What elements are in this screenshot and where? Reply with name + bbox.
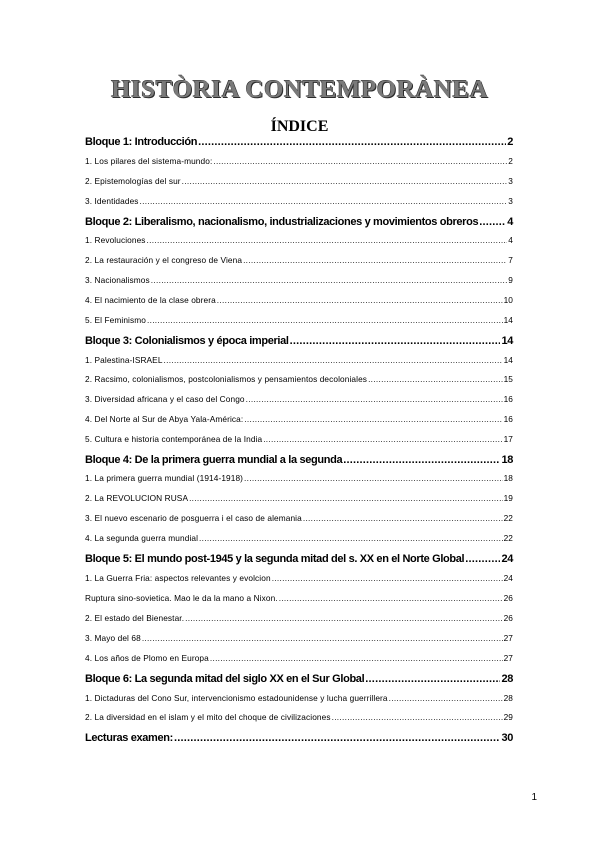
toc-entry-page: 18 — [501, 454, 513, 466]
toc-entry-page: 9 — [508, 275, 513, 285]
toc-entry-page: 15 — [503, 374, 513, 384]
toc-leader-dots — [210, 653, 503, 663]
toc-leader-dots — [365, 673, 500, 685]
toc-leader-dots — [332, 712, 503, 722]
toc-leader-dots — [279, 593, 503, 603]
toc-entry-label: 2. La REVOLUCION RUSA — [85, 493, 189, 503]
toc-block-entry[interactable] — [85, 553, 513, 569]
toc-entry-label: 1. La Guerra Fria: aspectos relevantes y evolcion — [85, 573, 271, 583]
toc-item-entry[interactable] — [85, 573, 513, 589]
toc-item-entry[interactable] — [85, 712, 513, 728]
toc-entry-page: 30 — [501, 732, 513, 744]
document-title: HISTÒRIA CONTEMPORÀNEA — [110, 76, 488, 103]
toc-leader-dots — [189, 493, 502, 503]
toc-entry-page: 16 — [503, 414, 513, 424]
toc-leader-dots — [303, 513, 503, 523]
toc-entry-page: 3 — [508, 176, 513, 186]
toc-leader-dots — [164, 355, 503, 365]
toc-item-entry[interactable] — [85, 693, 513, 709]
toc-item-entry[interactable] — [85, 315, 513, 331]
toc-block-entry[interactable] — [85, 732, 513, 748]
toc-entry-page: 10 — [503, 295, 513, 305]
toc-leader-dots — [244, 414, 502, 424]
toc-entry-label: Bloque 1: Introducción — [85, 136, 198, 148]
toc-item-entry[interactable] — [85, 355, 513, 371]
toc-entry-label: 2. Racsimo, colonialismos, postcolonialismos y pensamientos decoloniales — [85, 374, 368, 384]
toc-leader-dots — [147, 235, 508, 245]
toc-item-entry[interactable] — [85, 394, 513, 410]
toc-entry-label: Bloque 5: El mundo post-1945 y la segunda mitad del s. XX en el Norte Global — [85, 553, 465, 565]
toc-block-entry[interactable] — [85, 335, 513, 351]
toc-leader-dots — [182, 176, 508, 186]
toc-entry-label: 2. El estado del Bienestar. — [85, 613, 185, 623]
toc-entry-page: 14 — [503, 315, 513, 325]
toc-entry-page: 7 — [508, 255, 513, 265]
toc-entry-label: Ruptura sino-sovietica. Mao le da la mano a Nixon. — [85, 593, 278, 603]
toc-entry-label: Bloque 4: De la primera guerra mundial a la segunda — [85, 454, 343, 466]
toc-entry-page: 28 — [501, 673, 513, 685]
toc-block-entry[interactable] — [85, 216, 513, 232]
toc-entry-page: 29 — [503, 712, 513, 722]
toc-entry-label: Bloque 6: La segunda mitad del siglo XX en el Sur Global — [85, 673, 365, 685]
toc-entry-page: 16 — [503, 394, 513, 404]
toc-entry-label: 2. Epistemologías del sur — [85, 176, 181, 186]
toc-entry-page: 14 — [503, 355, 513, 365]
toc-entry-label: 3. Mayo del 68 — [85, 633, 141, 643]
toc-entry-page: 24 — [501, 553, 513, 565]
toc-entry-label: 3. Nacionalismos — [85, 275, 150, 285]
toc-item-entry[interactable] — [85, 235, 513, 251]
toc-entry-label: 3. El nuevo escenario de posguerra i el caso de alemania — [85, 513, 302, 523]
toc-entry-label: 1. La primera guerra mundial (1914-1918) — [85, 473, 244, 483]
toc-item-entry[interactable] — [85, 374, 513, 390]
page-number: 1 — [531, 792, 537, 803]
toc-item-entry[interactable] — [85, 593, 513, 609]
toc-leader-dots — [244, 473, 503, 483]
toc-entry-page: 28 — [503, 693, 513, 703]
toc-block-entry[interactable] — [85, 673, 513, 689]
toc-leader-dots — [199, 533, 503, 543]
toc-leader-dots — [343, 454, 500, 466]
toc-item-entry[interactable] — [85, 493, 513, 509]
toc-entry-label: 1. Palestina-ISRAEL — [85, 355, 163, 365]
toc-entry-label: 4. Del Norte al Sur de Abya Yala-América: — [85, 414, 244, 424]
toc-leader-dots — [185, 613, 502, 623]
toc-leader-dots — [174, 732, 501, 744]
toc-entry-page: 26 — [503, 613, 513, 623]
toc-entry-page: 22 — [503, 533, 513, 543]
toc-entry-page: 26 — [503, 593, 513, 603]
toc-entry-label: 2. La diversidad en el islam y el mito del choque de civilizaciones — [85, 712, 331, 722]
toc-entry-label: Lecturas examen: — [85, 732, 173, 744]
toc-item-entry[interactable] — [85, 156, 513, 172]
toc-block-entry[interactable] — [85, 136, 513, 152]
toc-entry-page: 4 — [508, 235, 513, 245]
toc-item-entry[interactable] — [85, 255, 513, 271]
toc-entry-label: 3. Identidades — [85, 196, 139, 206]
toc-entry-page: 3 — [508, 196, 513, 206]
toc-item-entry[interactable] — [85, 275, 513, 291]
toc-entry-page: 2 — [508, 156, 513, 166]
toc-entry-label: Bloque 2: Liberalismo, nacionalismo, industrializaciones y movimientos obreros — [85, 216, 479, 228]
toc-item-entry[interactable] — [85, 613, 513, 629]
toc-leader-dots — [368, 374, 503, 384]
toc-leader-dots — [217, 295, 503, 305]
toc-entry-page: 14 — [501, 335, 513, 347]
toc-entry-page: 27 — [503, 653, 513, 663]
toc-leader-dots — [246, 394, 503, 404]
toc-entry-label: 5. Cultura e historia contemporánea de la India — [85, 434, 263, 444]
toc-leader-dots — [147, 315, 503, 325]
toc-entry-label: 5. El Feminismo — [85, 315, 146, 325]
toc-entry-page: 4 — [507, 216, 513, 228]
toc-entry-label: 1. Dictaduras del Cono Sur, intervencionismo estadounidense y lucha guerrillera — [85, 693, 388, 703]
toc-heading: ÍNDICE — [270, 118, 329, 135]
toc-block-entry[interactable] — [85, 454, 513, 470]
toc-entry-page: 22 — [503, 513, 513, 523]
toc-item-entry[interactable] — [85, 633, 513, 649]
toc-item-entry[interactable] — [85, 196, 513, 212]
toc-leader-dots — [479, 216, 506, 228]
toc-entry-page: 2 — [507, 136, 513, 148]
toc-item-entry[interactable] — [85, 473, 513, 489]
toc-entry-label: 1. Revoluciones — [85, 235, 146, 245]
toc-entry-label: 4. El nacimiento de la clase obrera — [85, 295, 216, 305]
toc-leader-dots — [465, 553, 500, 565]
toc-entry-page: 19 — [503, 493, 513, 503]
toc-entry-page: 17 — [503, 434, 513, 444]
toc-leader-dots — [151, 275, 508, 285]
toc-leader-dots — [272, 573, 503, 583]
toc-leader-dots — [263, 434, 502, 444]
toc-entry-page: 24 — [503, 573, 513, 583]
toc-entry-label: Bloque 3: Colonialismos y época imperial — [85, 335, 289, 347]
toc-item-entry[interactable] — [85, 295, 513, 311]
toc-entry-label: 3. Diversidad africana y el caso del Congo — [85, 394, 245, 404]
toc-item-entry[interactable] — [85, 653, 513, 669]
toc-item-entry[interactable] — [85, 533, 513, 549]
toc-item-entry[interactable] — [85, 414, 513, 430]
toc-leader-dots — [243, 255, 507, 265]
toc-leader-dots — [389, 693, 503, 703]
toc-entry-page: 18 — [503, 473, 513, 483]
toc-item-entry[interactable] — [85, 513, 513, 529]
toc-leader-dots — [290, 335, 501, 347]
toc-item-entry[interactable] — [85, 176, 513, 192]
toc-item-entry[interactable] — [85, 434, 513, 450]
toc-leader-dots — [142, 633, 503, 643]
toc-entry-page: 27 — [503, 633, 513, 643]
toc-leader-dots — [198, 136, 506, 148]
toc-entry-label: 4. La segunda guerra mundial — [85, 533, 199, 543]
toc-entry-label: 4. Los años de Plomo en Europa — [85, 653, 209, 663]
toc-entry-label: 2. La restauración y el congreso de Viena — [85, 255, 243, 265]
toc-entry-label: 1. Los pilares del sistema-mundo: — [85, 156, 213, 166]
toc-leader-dots — [140, 196, 508, 206]
toc-leader-dots — [213, 156, 507, 166]
